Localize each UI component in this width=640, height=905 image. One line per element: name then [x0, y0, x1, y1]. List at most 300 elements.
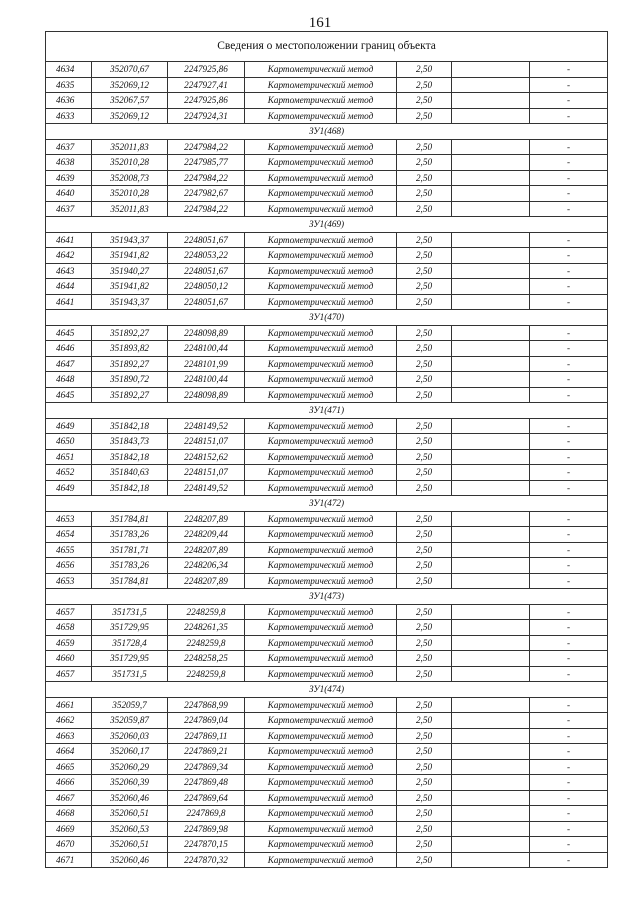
- method-cell: Картометрический метод: [245, 356, 397, 372]
- table-row: [46, 852, 608, 868]
- point-number-cell: 4636: [46, 93, 92, 109]
- point-number-cell: 4639: [46, 170, 92, 186]
- y-coordinate-cell: 2247925,86: [168, 93, 245, 109]
- table-row: [46, 170, 608, 186]
- table-row: [46, 418, 608, 434]
- y-coordinate-cell: 2247927,41: [168, 77, 245, 93]
- dash-cell: -: [530, 325, 608, 341]
- dash-cell: -: [530, 294, 608, 310]
- page-number: 161: [308, 15, 332, 31]
- table-row: [46, 806, 608, 822]
- dash-cell: -: [530, 139, 608, 155]
- accuracy-cell: 2,50: [397, 186, 452, 202]
- method-cell: Картометрический метод: [245, 62, 397, 78]
- table-row: [46, 542, 608, 558]
- method-cell: Картометрический метод: [245, 837, 397, 853]
- point-number-cell: 4656: [46, 558, 92, 574]
- y-coordinate-cell: 2248259,8: [168, 666, 245, 682]
- point-number-cell: 4664: [46, 744, 92, 760]
- point-number-cell: 4652: [46, 465, 92, 481]
- empty-cell: [452, 248, 530, 264]
- point-number-cell: 4657: [46, 666, 92, 682]
- accuracy-cell: 2,50: [397, 248, 452, 264]
- point-number-cell: 4645: [46, 325, 92, 341]
- dash-cell: -: [530, 697, 608, 713]
- x-coordinate-cell: 351731,5: [92, 604, 168, 620]
- accuracy-cell: 2,50: [397, 728, 452, 744]
- point-number-cell: 4663: [46, 728, 92, 744]
- method-cell: Картометрический метод: [245, 372, 397, 388]
- empty-cell: [452, 651, 530, 667]
- point-number-cell: 4634: [46, 62, 92, 78]
- table-row: [46, 759, 608, 775]
- point-number-cell: 4650: [46, 434, 92, 450]
- method-cell: Картометрический метод: [245, 527, 397, 543]
- point-number-cell: 4666: [46, 775, 92, 791]
- dash-cell: -: [530, 713, 608, 729]
- method-cell: Картометрический метод: [245, 480, 397, 496]
- accuracy-cell: 2,50: [397, 449, 452, 465]
- x-coordinate-cell: 351941,82: [92, 248, 168, 264]
- empty-cell: [452, 744, 530, 760]
- method-cell: Картометрический метод: [245, 232, 397, 248]
- dash-cell: -: [530, 170, 608, 186]
- accuracy-cell: 2,50: [397, 170, 452, 186]
- x-coordinate-cell: 352060,17: [92, 744, 168, 760]
- dash-cell: -: [530, 604, 608, 620]
- y-coordinate-cell: 2248100,44: [168, 341, 245, 357]
- y-coordinate-cell: 2248051,67: [168, 263, 245, 279]
- method-cell: Картометрический метод: [245, 511, 397, 527]
- y-coordinate-cell: 2247869,04: [168, 713, 245, 729]
- point-number-cell: 4670: [46, 837, 92, 853]
- empty-cell: [452, 852, 530, 868]
- point-number-cell: 4659: [46, 635, 92, 651]
- x-coordinate-cell: 352011,83: [92, 201, 168, 217]
- accuracy-cell: 2,50: [397, 542, 452, 558]
- zone-label: ЗУ1(473): [46, 589, 608, 605]
- table-row: [46, 232, 608, 248]
- x-coordinate-cell: 352060,03: [92, 728, 168, 744]
- table-row: [46, 558, 608, 574]
- table-row: [46, 666, 608, 682]
- x-coordinate-cell: 352010,28: [92, 155, 168, 171]
- method-cell: Картометрический метод: [245, 728, 397, 744]
- method-cell: Картометрический метод: [245, 713, 397, 729]
- method-cell: Картометрический метод: [245, 248, 397, 264]
- dash-cell: -: [530, 341, 608, 357]
- empty-cell: [452, 620, 530, 636]
- method-cell: Картометрический метод: [245, 620, 397, 636]
- zone-row: [46, 589, 608, 605]
- x-coordinate-cell: 352060,51: [92, 806, 168, 822]
- dash-cell: -: [530, 806, 608, 822]
- y-coordinate-cell: 2248259,8: [168, 635, 245, 651]
- accuracy-cell: 2,50: [397, 697, 452, 713]
- empty-cell: [452, 573, 530, 589]
- dash-cell: -: [530, 434, 608, 450]
- point-number-cell: 4657: [46, 604, 92, 620]
- y-coordinate-cell: 2248207,89: [168, 511, 245, 527]
- empty-cell: [452, 775, 530, 791]
- accuracy-cell: 2,50: [397, 790, 452, 806]
- x-coordinate-cell: 351893,82: [92, 341, 168, 357]
- dash-cell: -: [530, 666, 608, 682]
- x-coordinate-cell: 352059,87: [92, 713, 168, 729]
- method-cell: Картометрический метод: [245, 697, 397, 713]
- zone-row: [46, 310, 608, 326]
- point-number-cell: 4641: [46, 232, 92, 248]
- accuracy-cell: 2,50: [397, 232, 452, 248]
- table-row: [46, 108, 608, 124]
- point-number-cell: 4638: [46, 155, 92, 171]
- y-coordinate-cell: 2247869,11: [168, 728, 245, 744]
- y-coordinate-cell: 2247869,64: [168, 790, 245, 806]
- empty-cell: [452, 728, 530, 744]
- x-coordinate-cell: 352008,73: [92, 170, 168, 186]
- point-number-cell: 4647: [46, 356, 92, 372]
- y-coordinate-cell: 2247869,34: [168, 759, 245, 775]
- y-coordinate-cell: 2247984,22: [168, 170, 245, 186]
- empty-cell: [452, 356, 530, 372]
- point-number-cell: 4644: [46, 279, 92, 295]
- method-cell: Картометрический метод: [245, 170, 397, 186]
- x-coordinate-cell: 351731,5: [92, 666, 168, 682]
- table-row: [46, 356, 608, 372]
- table-row: [46, 604, 608, 620]
- empty-cell: [452, 759, 530, 775]
- x-coordinate-cell: 351781,71: [92, 542, 168, 558]
- y-coordinate-cell: 2248149,52: [168, 418, 245, 434]
- y-coordinate-cell: 2247982,67: [168, 186, 245, 202]
- y-coordinate-cell: 2248050,12: [168, 279, 245, 295]
- table-row: [46, 713, 608, 729]
- method-cell: Картометрический метод: [245, 744, 397, 760]
- point-number-cell: 4660: [46, 651, 92, 667]
- empty-cell: [452, 666, 530, 682]
- accuracy-cell: 2,50: [397, 263, 452, 279]
- table-row: [46, 790, 608, 806]
- accuracy-cell: 2,50: [397, 465, 452, 481]
- y-coordinate-cell: 2247869,8: [168, 806, 245, 822]
- point-number-cell: 4646: [46, 341, 92, 357]
- y-coordinate-cell: 2247924,31: [168, 108, 245, 124]
- y-coordinate-cell: 2248149,52: [168, 480, 245, 496]
- dash-cell: -: [530, 635, 608, 651]
- accuracy-cell: 2,50: [397, 325, 452, 341]
- accuracy-cell: 2,50: [397, 372, 452, 388]
- accuracy-cell: 2,50: [397, 434, 452, 450]
- accuracy-cell: 2,50: [397, 604, 452, 620]
- x-coordinate-cell: 352060,51: [92, 837, 168, 853]
- point-number-cell: 4641: [46, 294, 92, 310]
- accuracy-cell: 2,50: [397, 108, 452, 124]
- method-cell: Картометрический метод: [245, 666, 397, 682]
- empty-cell: [452, 790, 530, 806]
- empty-cell: [452, 418, 530, 434]
- empty-cell: [452, 449, 530, 465]
- table-row: [46, 372, 608, 388]
- accuracy-cell: 2,50: [397, 387, 452, 403]
- accuracy-cell: 2,50: [397, 837, 452, 853]
- empty-cell: [452, 294, 530, 310]
- point-number-cell: 4637: [46, 139, 92, 155]
- method-cell: Картометрический метод: [245, 635, 397, 651]
- y-coordinate-cell: 2248207,89: [168, 573, 245, 589]
- table-row: [46, 635, 608, 651]
- method-cell: Картометрический метод: [245, 449, 397, 465]
- empty-cell: [452, 542, 530, 558]
- y-coordinate-cell: 2248098,89: [168, 387, 245, 403]
- empty-cell: [452, 108, 530, 124]
- y-coordinate-cell: 2247984,22: [168, 139, 245, 155]
- zone-row: [46, 217, 608, 233]
- accuracy-cell: 2,50: [397, 279, 452, 295]
- x-coordinate-cell: 351729,95: [92, 651, 168, 667]
- x-coordinate-cell: 351842,18: [92, 480, 168, 496]
- empty-cell: [452, 263, 530, 279]
- method-cell: Картометрический метод: [245, 279, 397, 295]
- empty-cell: [452, 387, 530, 403]
- zone-row: [46, 496, 608, 512]
- x-coordinate-cell: 351943,37: [92, 232, 168, 248]
- table-row: [46, 62, 608, 78]
- x-coordinate-cell: 351892,27: [92, 387, 168, 403]
- x-coordinate-cell: 351784,81: [92, 573, 168, 589]
- y-coordinate-cell: 2248261,35: [168, 620, 245, 636]
- accuracy-cell: 2,50: [397, 635, 452, 651]
- accuracy-cell: 2,50: [397, 852, 452, 868]
- empty-cell: [452, 341, 530, 357]
- dash-cell: -: [530, 790, 608, 806]
- dash-cell: -: [530, 201, 608, 217]
- empty-cell: [452, 93, 530, 109]
- method-cell: Картометрический метод: [245, 790, 397, 806]
- dash-cell: -: [530, 186, 608, 202]
- method-cell: Картометрический метод: [245, 108, 397, 124]
- y-coordinate-cell: 2248101,99: [168, 356, 245, 372]
- empty-cell: [452, 155, 530, 171]
- section-title: Сведения о местоположении границ объекта: [46, 32, 608, 62]
- dash-cell: -: [530, 651, 608, 667]
- dash-cell: -: [530, 527, 608, 543]
- method-cell: Картометрический метод: [245, 806, 397, 822]
- table-row: [46, 728, 608, 744]
- zone-label: ЗУ1(471): [46, 403, 608, 419]
- accuracy-cell: 2,50: [397, 294, 452, 310]
- method-cell: Картометрический метод: [245, 852, 397, 868]
- method-cell: Картометрический метод: [245, 93, 397, 109]
- dash-cell: -: [530, 620, 608, 636]
- table-body: [46, 32, 608, 868]
- y-coordinate-cell: 2248051,67: [168, 232, 245, 248]
- y-coordinate-cell: 2247870,15: [168, 837, 245, 853]
- dash-cell: -: [530, 511, 608, 527]
- empty-cell: [452, 713, 530, 729]
- point-number-cell: 4640: [46, 186, 92, 202]
- point-number-cell: 4658: [46, 620, 92, 636]
- empty-cell: [452, 511, 530, 527]
- point-number-cell: 4633: [46, 108, 92, 124]
- x-coordinate-cell: 352067,57: [92, 93, 168, 109]
- empty-cell: [452, 837, 530, 853]
- empty-cell: [452, 232, 530, 248]
- dash-cell: -: [530, 77, 608, 93]
- method-cell: Картометрический метод: [245, 325, 397, 341]
- y-coordinate-cell: 2247868,99: [168, 697, 245, 713]
- dash-cell: -: [530, 744, 608, 760]
- x-coordinate-cell: 351890,72: [92, 372, 168, 388]
- x-coordinate-cell: 352060,39: [92, 775, 168, 791]
- x-coordinate-cell: 352060,53: [92, 821, 168, 837]
- empty-cell: [452, 372, 530, 388]
- empty-cell: [452, 62, 530, 78]
- table-row: [46, 775, 608, 791]
- zone-label: ЗУ1(470): [46, 310, 608, 326]
- point-number-cell: 4668: [46, 806, 92, 822]
- accuracy-cell: 2,50: [397, 93, 452, 109]
- dash-cell: -: [530, 480, 608, 496]
- accuracy-cell: 2,50: [397, 573, 452, 589]
- point-number-cell: 4651: [46, 449, 92, 465]
- x-coordinate-cell: 351842,18: [92, 418, 168, 434]
- zone-label: ЗУ1(469): [46, 217, 608, 233]
- method-cell: Картометрический метод: [245, 465, 397, 481]
- dash-cell: -: [530, 62, 608, 78]
- accuracy-cell: 2,50: [397, 806, 452, 822]
- x-coordinate-cell: 352010,28: [92, 186, 168, 202]
- method-cell: Картометрический метод: [245, 542, 397, 558]
- method-cell: Картометрический метод: [245, 759, 397, 775]
- zone-label: ЗУ1(474): [46, 682, 608, 698]
- point-number-cell: 4649: [46, 418, 92, 434]
- accuracy-cell: 2,50: [397, 341, 452, 357]
- accuracy-cell: 2,50: [397, 666, 452, 682]
- dash-cell: -: [530, 728, 608, 744]
- empty-cell: [452, 604, 530, 620]
- empty-cell: [452, 480, 530, 496]
- method-cell: Картометрический метод: [245, 294, 397, 310]
- x-coordinate-cell: 352060,29: [92, 759, 168, 775]
- point-number-cell: 4643: [46, 263, 92, 279]
- table-row: [46, 201, 608, 217]
- boundary-coordinates-table: [45, 31, 608, 868]
- y-coordinate-cell: 2248151,07: [168, 434, 245, 450]
- y-coordinate-cell: 2248051,67: [168, 294, 245, 310]
- method-cell: Картометрический метод: [245, 558, 397, 574]
- x-coordinate-cell: 351941,82: [92, 279, 168, 295]
- dash-cell: -: [530, 542, 608, 558]
- x-coordinate-cell: 352069,12: [92, 108, 168, 124]
- y-coordinate-cell: 2247870,32: [168, 852, 245, 868]
- empty-cell: [452, 139, 530, 155]
- dash-cell: -: [530, 356, 608, 372]
- dash-cell: -: [530, 387, 608, 403]
- y-coordinate-cell: 2248098,89: [168, 325, 245, 341]
- table-row: [46, 279, 608, 295]
- table-row: [46, 480, 608, 496]
- x-coordinate-cell: 351783,26: [92, 527, 168, 543]
- method-cell: Картометрический метод: [245, 155, 397, 171]
- dash-cell: -: [530, 775, 608, 791]
- table-row: [46, 93, 608, 109]
- point-number-cell: 4655: [46, 542, 92, 558]
- accuracy-cell: 2,50: [397, 775, 452, 791]
- y-coordinate-cell: 2248259,8: [168, 604, 245, 620]
- method-cell: Картометрический метод: [245, 821, 397, 837]
- x-coordinate-cell: 352070,67: [92, 62, 168, 78]
- method-cell: Картометрический метод: [245, 341, 397, 357]
- dash-cell: -: [530, 263, 608, 279]
- y-coordinate-cell: 2248258,25: [168, 651, 245, 667]
- table-row: [46, 651, 608, 667]
- point-number-cell: 4667: [46, 790, 92, 806]
- dash-cell: -: [530, 449, 608, 465]
- table-row: [46, 155, 608, 171]
- y-coordinate-cell: 2248152,62: [168, 449, 245, 465]
- empty-cell: [452, 806, 530, 822]
- accuracy-cell: 2,50: [397, 155, 452, 171]
- zone-label: ЗУ1(468): [46, 124, 608, 140]
- accuracy-cell: 2,50: [397, 713, 452, 729]
- table-row: [46, 697, 608, 713]
- method-cell: Картометрический метод: [245, 775, 397, 791]
- empty-cell: [452, 527, 530, 543]
- table-row: [46, 387, 608, 403]
- x-coordinate-cell: 351943,37: [92, 294, 168, 310]
- method-cell: Картометрический метод: [245, 263, 397, 279]
- table-row: [46, 573, 608, 589]
- point-number-cell: 4661: [46, 697, 92, 713]
- y-coordinate-cell: 2247925,86: [168, 62, 245, 78]
- empty-cell: [452, 558, 530, 574]
- point-number-cell: 4653: [46, 511, 92, 527]
- x-coordinate-cell: 351783,26: [92, 558, 168, 574]
- accuracy-cell: 2,50: [397, 77, 452, 93]
- point-number-cell: 4671: [46, 852, 92, 868]
- table-row: [46, 248, 608, 264]
- x-coordinate-cell: 352011,83: [92, 139, 168, 155]
- point-number-cell: 4669: [46, 821, 92, 837]
- x-coordinate-cell: 352060,46: [92, 790, 168, 806]
- accuracy-cell: 2,50: [397, 821, 452, 837]
- point-number-cell: 4637: [46, 201, 92, 217]
- accuracy-cell: 2,50: [397, 651, 452, 667]
- empty-cell: [452, 186, 530, 202]
- table-row: [46, 620, 608, 636]
- table-row: [46, 77, 608, 93]
- accuracy-cell: 2,50: [397, 480, 452, 496]
- y-coordinate-cell: 2248053,22: [168, 248, 245, 264]
- point-number-cell: 4662: [46, 713, 92, 729]
- table-row: [46, 294, 608, 310]
- empty-cell: [452, 635, 530, 651]
- method-cell: Картометрический метод: [245, 201, 397, 217]
- y-coordinate-cell: 2248207,89: [168, 542, 245, 558]
- accuracy-cell: 2,50: [397, 744, 452, 760]
- y-coordinate-cell: 2247984,22: [168, 201, 245, 217]
- method-cell: Картометрический метод: [245, 604, 397, 620]
- table-row: [46, 434, 608, 450]
- method-cell: Картометрический метод: [245, 387, 397, 403]
- dash-cell: -: [530, 759, 608, 775]
- point-number-cell: 4635: [46, 77, 92, 93]
- table-row: [46, 527, 608, 543]
- method-cell: Картометрический метод: [245, 434, 397, 450]
- table-row: [46, 744, 608, 760]
- point-number-cell: 4648: [46, 372, 92, 388]
- table-row: [46, 263, 608, 279]
